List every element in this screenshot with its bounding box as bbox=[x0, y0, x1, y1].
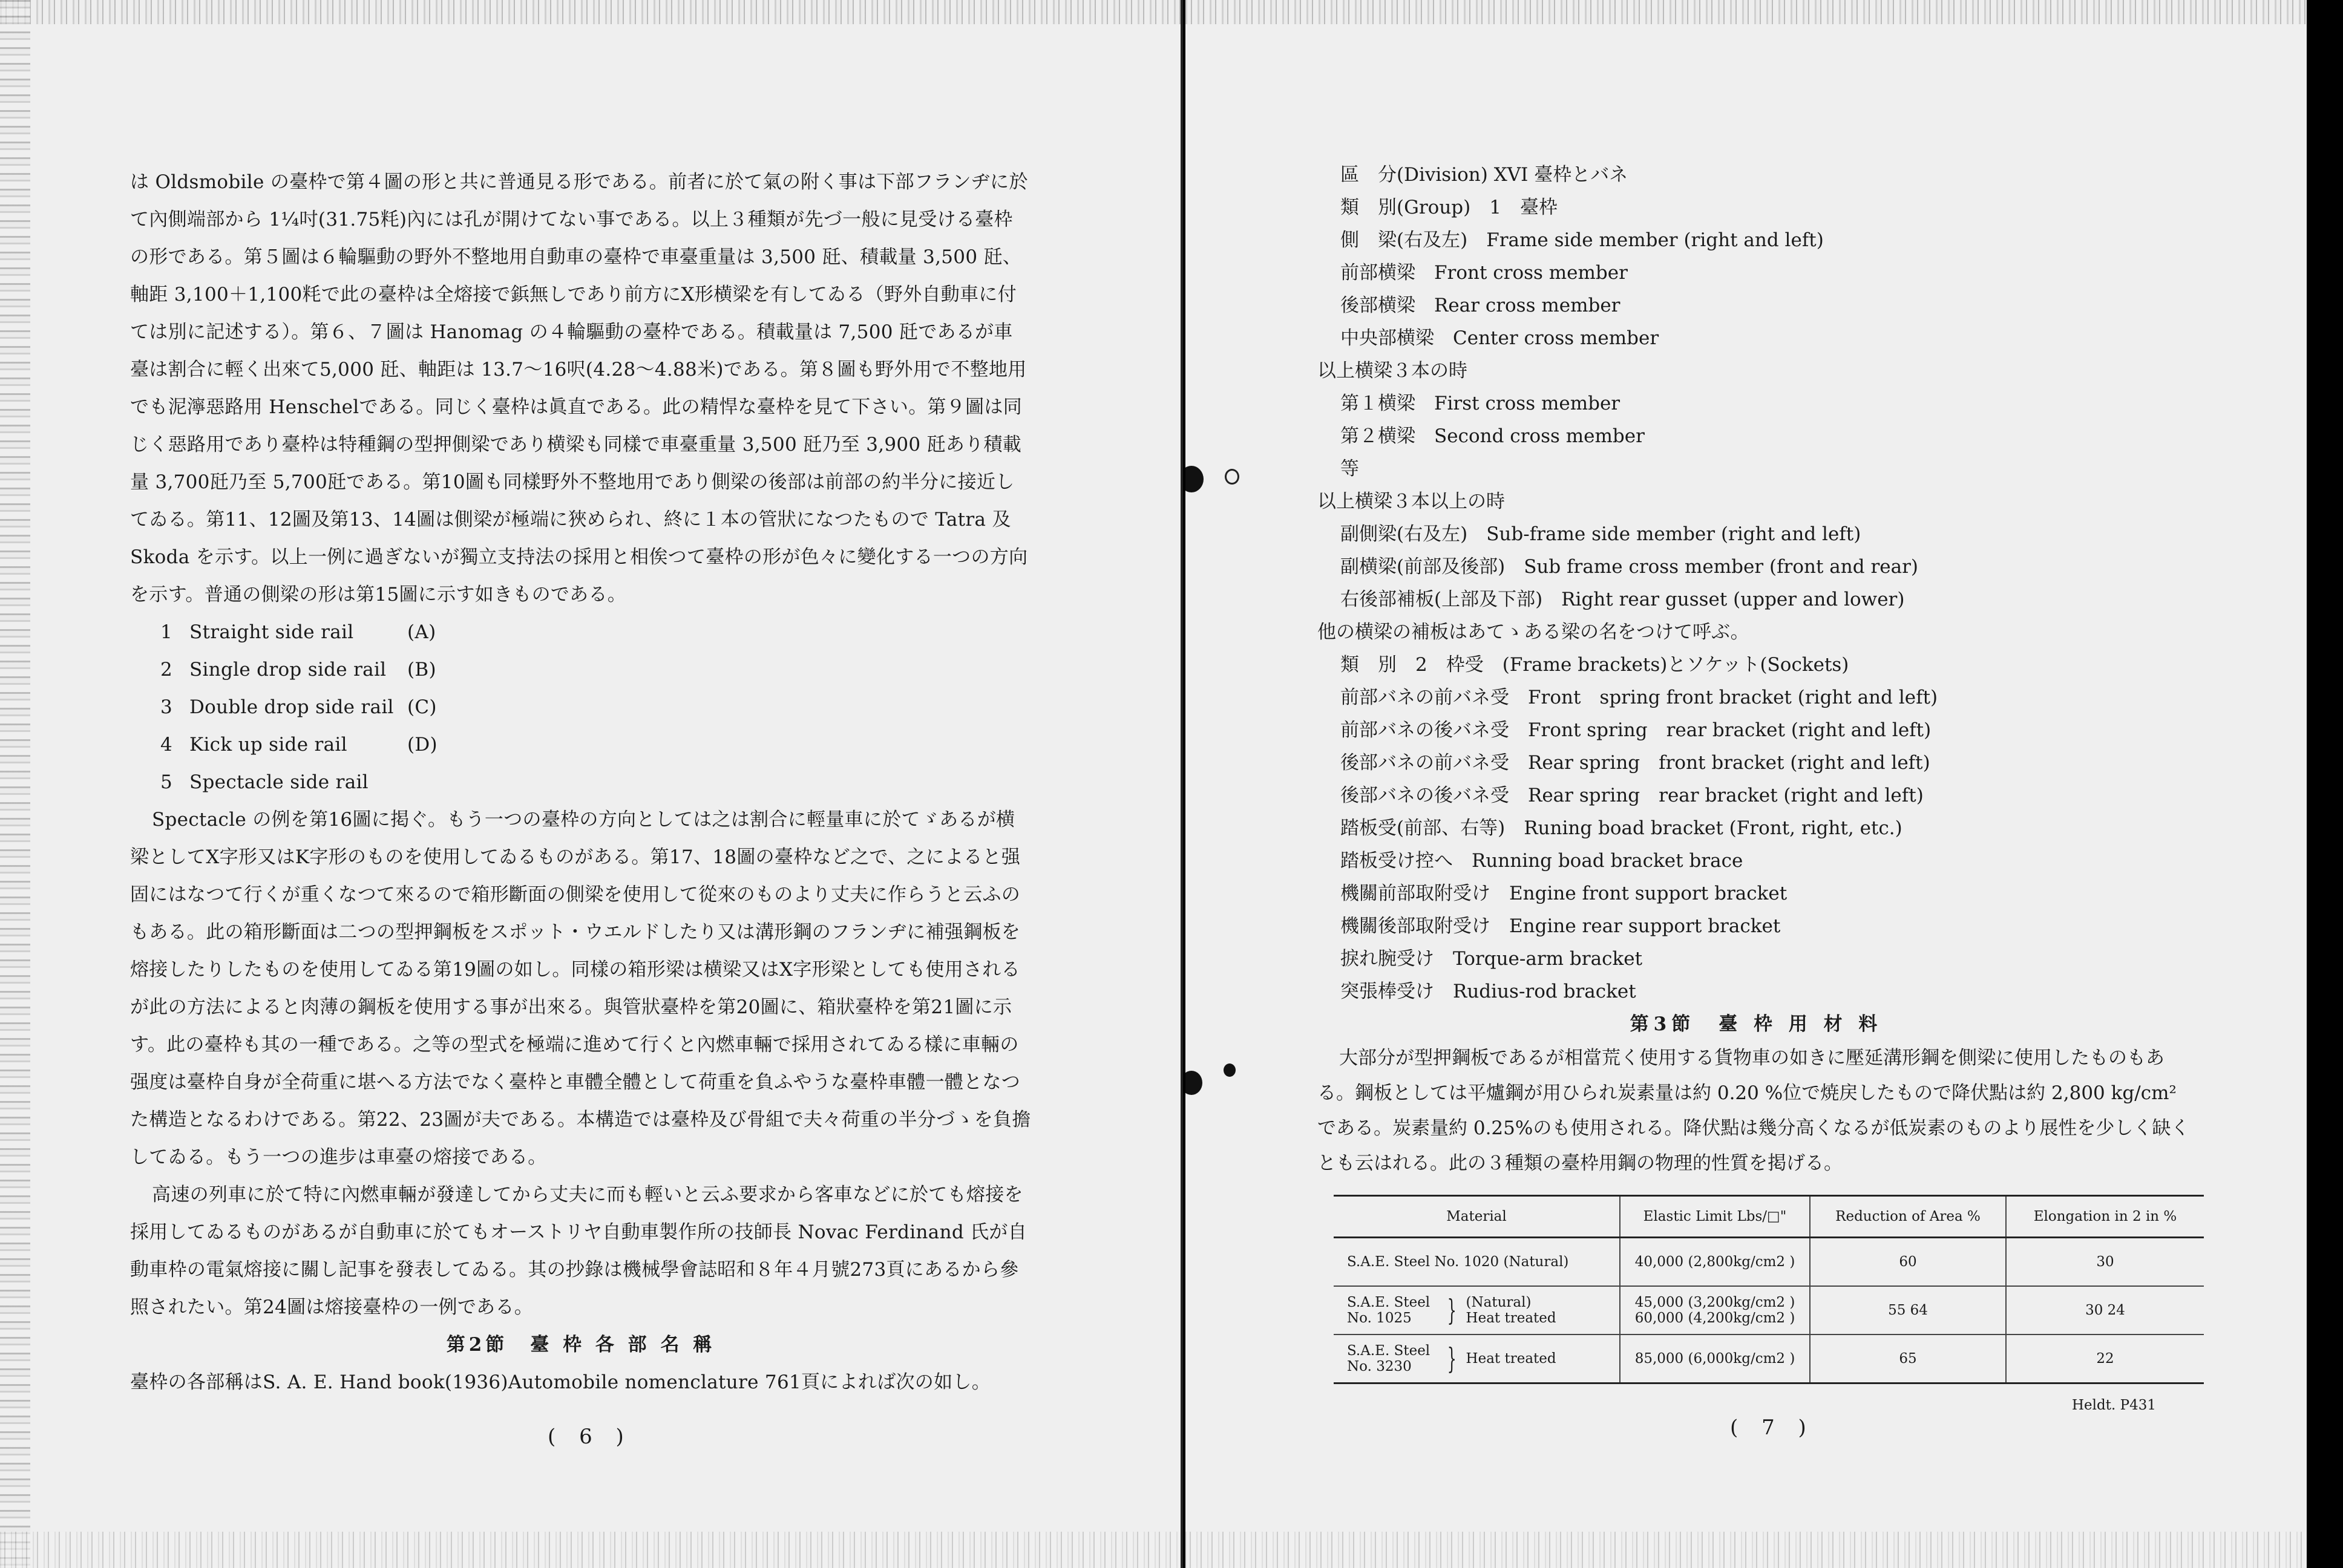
list-item bbox=[160, 763, 1032, 801]
steel-name: S.A.E. Steel No. 1025 bbox=[1347, 1295, 1430, 1326]
list-item: 等 bbox=[1340, 458, 1359, 480]
table-row bbox=[1334, 1334, 2204, 1383]
list-item bbox=[160, 688, 1032, 726]
table-row bbox=[1334, 1286, 2204, 1334]
item-name: Straight side rail bbox=[189, 621, 354, 643]
column-header: Reduction of Area % bbox=[1810, 1196, 2006, 1238]
page-number: ( 7 ) bbox=[1730, 1416, 1815, 1440]
column-header: Elastic Limit Lbs/□" bbox=[1620, 1196, 1810, 1238]
paragraph: Spectacle の例を第16圖に掲ぐ。もう一つの臺枠の方向としては之は割合に輕量車に於てゞあるが横梁としてX字形又はK字形のものを使用してゐるものがある。第17、18圖の臺枠など之で、之によると强固にはなつて行くが重くなつて來るので箱形斷面の側梁を使用して從來のものより丈夫に作らうと云ふのもある。此の箱形斷面は二つの型押鋼板をスポット・ウエルドしたり又は溝形鋼のフランヂに補强鋼板を熔接したりしたものを使用してゐる第19圖の如し。同樣の箱形梁は横梁又はX字形梁としても使用されるが此の方法によると肉薄の鋼板を使用する事が出來る。與管狀臺枠を第20圖に、箱狀臺枠を第21圖に示す。此の臺枠も其の一種である。之等の型式を極端に進めて行くと內燃車輛で採用されてゐる樣に車輛の强度は臺枠自身が全荷重に堪へる方法でなく臺枠と車體全體として荷重を負ふやうな臺枠車體一體となつた構造となるわけである。第22、23圖が夫である。本構造では臺枠及び骨組で夫々荷重の半分づゝを負擔してゐる。もう一つの進步は車臺の熔接である。 bbox=[130, 809, 1031, 1168]
reduction-cell: 55 64 bbox=[1810, 1286, 2006, 1334]
page-number: ( 6 ) bbox=[548, 1425, 632, 1449]
scan-noise-bottom bbox=[1185, 1532, 2343, 1568]
list-item: 前部バネの後バネ受 Front spring rear bracket (right and left) bbox=[1340, 719, 1932, 741]
item-code: (C) bbox=[407, 696, 437, 718]
elongation-cell: 22 bbox=[2006, 1334, 2204, 1383]
section-title: 第3節 臺 枠 用 材 料 bbox=[1630, 1013, 1883, 1035]
list-item: 側 梁(右及左) Frame side member (right and left) bbox=[1340, 229, 1824, 251]
material-properties-table bbox=[1334, 1195, 2204, 1384]
list-item: 機關前部取附受け Engine front support bracket bbox=[1340, 883, 1788, 904]
item-code: (D) bbox=[407, 734, 437, 756]
item-name: Double drop side rail bbox=[189, 696, 394, 718]
elastic-limit-cell: 40,000 (2,800kg/cm2 ) bbox=[1620, 1238, 1810, 1287]
item-number: 2 bbox=[160, 659, 173, 681]
section-title: 第2節 臺 枠 各 部 名 稱 bbox=[446, 1334, 716, 1356]
reduction-cell: 60 bbox=[1810, 1238, 2006, 1287]
list-item: 類 別 2 枠受 (Frame brackets)とソケット(Sockets) bbox=[1340, 654, 1849, 676]
reduction-cell: 65 bbox=[1810, 1334, 2006, 1383]
scan-noise-top bbox=[0, 0, 1181, 24]
item-name: Single drop side rail bbox=[189, 659, 387, 681]
list-item: 以上横梁３本の時 bbox=[1317, 360, 1467, 382]
item-name: Spectacle side rail bbox=[189, 771, 369, 793]
material-cell bbox=[1334, 1334, 1620, 1383]
side-rail-list bbox=[130, 613, 1032, 801]
steel-name: S.A.E. Steel No. 1020 (Natural) bbox=[1347, 1254, 1569, 1270]
list-item: 區 分(Division) XVI 臺枠とバネ bbox=[1340, 164, 1628, 186]
list-item: 後部バネの前バネ受 Rear spring front bracket (right and left) bbox=[1340, 752, 1930, 774]
elastic-limit-cell: 85,000 (6,000kg/cm2 ) bbox=[1620, 1334, 1810, 1383]
list-item: 以上横梁３本以上の時 bbox=[1317, 491, 1505, 512]
item-number: 5 bbox=[160, 771, 173, 793]
list-item bbox=[160, 613, 1032, 651]
scan-noise-top bbox=[1185, 0, 2343, 24]
ink-blot bbox=[1225, 469, 1239, 485]
ink-blot bbox=[1185, 1071, 1202, 1095]
list-item: 前部バネの前バネ受 Front spring front bracket (right and left) bbox=[1340, 687, 1938, 708]
list-item: 前部横梁 Front cross member bbox=[1340, 262, 1628, 284]
list-item: 後部バネの後バネ受 Rear spring rear bracket (right and left) bbox=[1340, 785, 1924, 806]
item-code: (B) bbox=[407, 659, 436, 681]
treatment: (Natural) Heat treated bbox=[1466, 1295, 1556, 1326]
list-item: 第２横梁 Second cross member bbox=[1340, 425, 1645, 447]
list-item: 副横梁(前部及後部) Sub frame cross member (front and rear) bbox=[1340, 556, 1919, 578]
scan-noise-bottom bbox=[0, 1532, 1181, 1568]
table-row bbox=[1334, 1238, 2204, 1287]
item-code: (A) bbox=[407, 621, 436, 643]
list-item: 第１横梁 First cross member bbox=[1340, 393, 1620, 414]
list-item: 捩れ腕受け Torque-arm bracket bbox=[1340, 948, 1643, 970]
ink-blot bbox=[1224, 1063, 1236, 1077]
treatment: Heat treated bbox=[1466, 1351, 1556, 1367]
elastic-limit-cell: 45,000 (3,200kg/cm2 ) 60,000 (4,200kg/cm2 ) bbox=[1620, 1286, 1810, 1334]
elongation-cell: 30 24 bbox=[2006, 1286, 2204, 1334]
material-cell bbox=[1334, 1286, 1620, 1334]
scan-border-right bbox=[2307, 0, 2343, 1568]
list-item: 踏板受け控へ Running boad bracket brace bbox=[1340, 850, 1743, 872]
paragraph: は Oldsmobile の臺枠で第４圖の形と共に普通見る形である。前者に於て氣の附く事は下部フランヂに於て內側端部から 1¼吋(31.75粍)內には孔が開けてない事である。以上３種類が先づ一般に見受ける臺枠の形である。第５圖は６輪驅動の野外不整地用自動車の臺枠で車臺重量は 3,500 瓩、積載量 3,500 瓩、軸距 3,100＋1,100粍で此の臺枠は全熔接で鋲無しであり前方にX形横梁を有してゐる（野外自動車に付ては別に記述する）。第６、７圖は Hanomag の４輪驅動の臺枠である。積載量は 7,500 瓩であるが車臺は割合に輕く出來て5,000 瓩、軸距は 13.7～16呎(4.28～4.88米)である。第８圖も野外用で不整地用でも泥濘惡路用 Henschelである。同じく臺枠は眞直である。此の精悍な臺枠を見て下さい。第９圖は同じく惡路用であり臺枠は特種鋼の型押側梁であり横梁も同樣で車臺重量 3,500 瓩乃至 3,900 瓩あり積載量 3,700瓩乃至 5,700瓩である。第10圖も同樣野外不整地用であり側梁の後部は前部の約半分に接近してゐる。第11、12圖及第13、14圖は側梁が極端に狹められ、終に１本の管狀になつたもので Tatra 及 Skoda を示す。以上一例に過ぎないが獨立支持法の採用と相俟つて臺枠の形が色々に變化する一つの方向を示す。普通の側梁の形は第15圖に示す如きものである。 bbox=[130, 171, 1028, 606]
item-number: 1 bbox=[160, 621, 173, 643]
list-item bbox=[160, 726, 1032, 763]
source-reference: Heldt. P431 bbox=[2072, 1397, 2156, 1413]
table-header-row bbox=[1334, 1196, 2204, 1238]
brace-glyph: } bbox=[1447, 1342, 1457, 1376]
steel-name: S.A.E. Steel No. 3230 bbox=[1347, 1343, 1430, 1374]
paragraph: 臺枠の各部稱はS. A. E. Hand book(1936)Automobile nomenclature 761頁によれば次の如し。 bbox=[130, 1371, 991, 1393]
list-item bbox=[160, 651, 1032, 688]
item-number: 4 bbox=[160, 734, 173, 756]
ink-blot bbox=[1185, 466, 1204, 492]
scan-noise-edge bbox=[0, 0, 30, 1568]
right-page-body bbox=[1317, 158, 2195, 1181]
list-item: 類 別(Group) 1 臺枠 bbox=[1340, 197, 1558, 218]
list-item: 中央部横梁 Center cross member bbox=[1340, 327, 1659, 349]
column-header: Elongation in 2 in % bbox=[2006, 1196, 2204, 1238]
column-header: Material bbox=[1334, 1196, 1620, 1238]
paragraph: 高速の列車に於て特に內燃車輛が發達してから丈夫に而も輕いと云ふ要求から客車などに於ても熔接を採用してゐるものがあるが自動車に於てもオーストリヤ自動車製作所の技師長 Novac Ferdinand 氏が自動車枠の電氣熔接に關し記事を發表してゐる。其の抄錄は機械學會誌昭和８年４月號273頁にあるから參照されたい。第24圖は熔接臺枠の一例である。 bbox=[130, 1184, 1027, 1318]
list-item: 副側梁(右及左) Sub-frame side member (right and left) bbox=[1340, 523, 1861, 545]
left-page-body bbox=[130, 163, 1032, 1401]
list-item: 右後部補板(上部及下部) Right rear gusset (upper and lower) bbox=[1340, 589, 1905, 610]
right-page bbox=[1185, 0, 2343, 1568]
paragraph: 大部分が型押鋼板であるが相當荒く使用する貨物車の如きに壓延溝形鋼を側梁に使用したものもある。鋼板としては平爐鋼が用ひられ炭素量は約 0.20 %位で焼戻したもので降伏點は約 2,800 kg/cm² である。炭素量約 0.25%のも使用される。降伏點は幾分高くなるが低炭素のものより展性を少しく缺くとも云はれる。此の３種類の臺枠用鋼の物理的性質を掲げる。 bbox=[1317, 1047, 2190, 1174]
list-item: 踏板受(前部、右等) Runing boad bracket (Front, right, etc.) bbox=[1340, 817, 1902, 839]
list-item: 後部横梁 Rear cross member bbox=[1340, 295, 1620, 316]
list-item: 機關後部取附受け Engine rear support bracket bbox=[1340, 915, 1781, 937]
item-number: 3 bbox=[160, 696, 173, 718]
list-item: 突張棒受け Rudius-rod bracket bbox=[1340, 981, 1636, 1002]
list-item: 他の横梁の補板はあてゝある梁の名をつけて呼ぶ。 bbox=[1317, 621, 1749, 643]
item-name: Kick up side rail bbox=[189, 734, 347, 756]
material-cell bbox=[1334, 1238, 1620, 1287]
brace-glyph: } bbox=[1447, 1293, 1457, 1327]
elongation-cell: 30 bbox=[2006, 1238, 2204, 1287]
